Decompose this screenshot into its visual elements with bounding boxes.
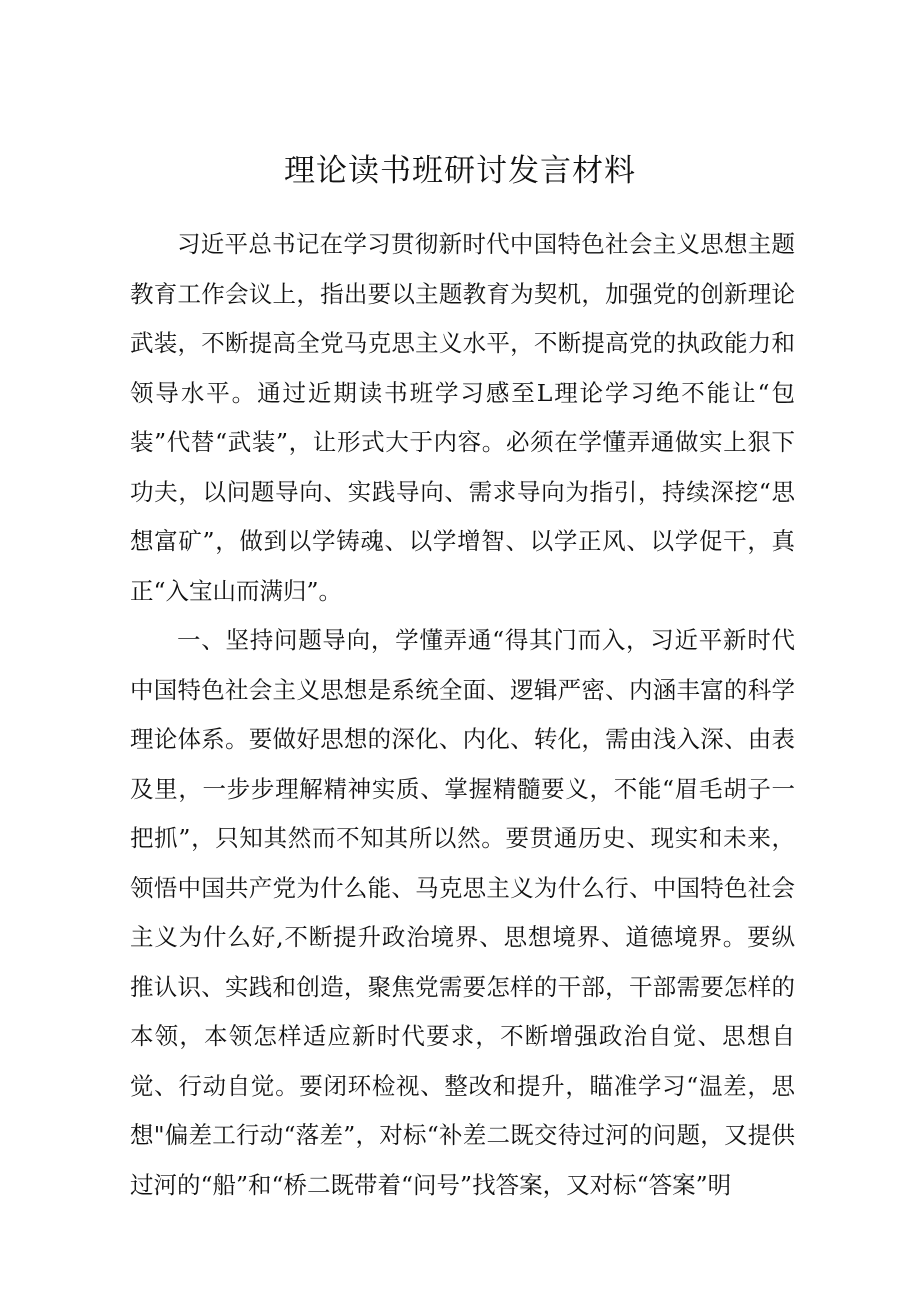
document-title: 理论读书班研讨发言材料 [284,153,636,189]
document-body [130,220,795,1210]
intro-paragraph: 习近平总书记在学习贯彻新时代中国特色社会主义思想主题教育工作会议上，指出要以主题教育为契机，加强党的创新理论武装，不断提高全党马克思主义水平，不断提高党的执政能力和领导水平。通过近期读书班学习感至L理论学习绝不能让“包装”代替“武装”，让形式大于内容。必须在学懂弄通做实上狠下功夫，以问题导向、实践导向、需求导向为指引，持续深挖“思想富矿”，做到以学铸魂、以学增智、以学正风、以学促干，真正“入宝山而满归”。 [130,230,795,605]
section-one-paragraph: 一、坚持问题导向，学懂弄通“得其门而入，习近平新时代中国特色社会主义思想是系统全面、逻辑严密、内涵丰富的科学理论体系。要做好思想的深化、内化、转化，需由浅入深、由表及里，一步步理解精神实质、掌握精髓要义，不能“眉毛胡子一把抓”，只知其然而不知其所以然。要贯通历史、现实和未来，领悟中国共产党为什么能、马克思主义为什么行、中国特色社会主义为什么好,不断提升政治境界、思想境界、道德境界。要纵推认识、实践和创造，聚焦党需要怎样的干部，干部需要怎样的本领，本领怎样适应新时代要求，不断增强政治自觉、思想自觉、行动自觉。要闭环检视、整改和提升，瞄准学习“温差，思想"偏差工行动“落差”，对标“补差二既交待过河的问题，又提供过河的“船”和“桥二既带着“问号”找答案，又对标“答案”明 [130,626,795,1199]
